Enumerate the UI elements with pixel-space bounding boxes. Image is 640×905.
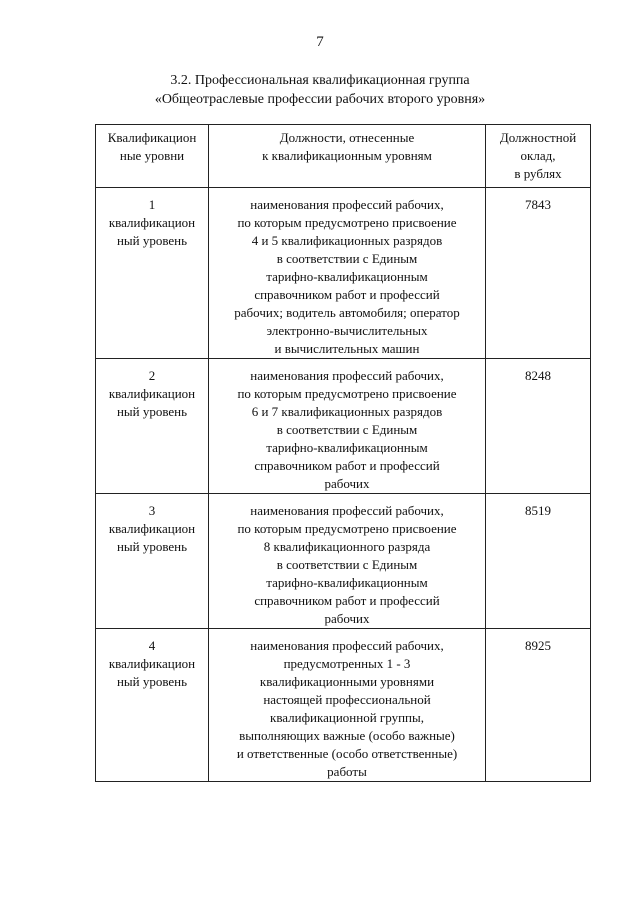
positions-line: рабочих; водитель автомобиля; оператор [234,305,460,320]
table-header-row [96,125,591,188]
positions-line: работы [327,764,367,779]
title-line-2: «Общеотраслевые профессии рабочих второго уровня» [154,92,486,107]
positions-line: рабочих [324,476,370,491]
positions-line: выполняющих важные (особо важные) [239,728,455,743]
level-text: ный уровень [116,233,188,248]
positions-line: в соответствии с Единым [276,557,418,572]
positions-line: справочником работ и профессий [254,458,440,473]
level-text: квалификацион [108,215,196,230]
level-text: квалификацион [108,521,196,536]
positions-line: наименования профессий рабочих, [250,197,444,212]
positions-line: настоящей профессиональной [263,692,431,707]
level-text: ный уровень [116,539,188,554]
positions-line: по которым предусмотрено присвоение [237,521,457,536]
positions-line: и ответственные (особо ответственные) [236,746,458,761]
positions-cell [209,188,486,359]
positions-cell [209,629,486,782]
salary-cell: 8519 [486,494,591,629]
positions-line: 4 и 5 квалификационных разрядов [251,233,443,248]
level-text: квалификацион [108,656,196,671]
positions-line: 8 квалификационного разряда [263,539,431,554]
header-text: Должности, отнесенные [279,130,415,145]
positions-line: тарифно-квалификационным [266,575,428,590]
table-row [96,359,591,494]
header-text: Квалификацион [107,130,197,145]
positions-line: предусмотренных 1 - 3 [283,656,411,671]
salary-cell: 7843 [486,188,591,359]
title-line-1: 3.2. Профессиональная квалификационная группа [170,73,470,88]
positions-line: в соответствии с Единым [276,422,418,437]
header-text: оклад, [520,148,556,163]
positions-line: рабочих [324,611,370,626]
header-text: в рублях [514,166,562,181]
qualification-level-cell [96,494,209,629]
positions-line: тарифно-квалификационным [266,440,428,455]
positions-line: электронно-вычислительных [266,323,428,338]
header-qualification-levels [96,125,209,188]
qualification-table [95,124,591,782]
positions-line: квалификационной группы, [270,710,424,725]
qualification-level-cell [96,188,209,359]
positions-line: наименования профессий рабочих, [250,368,444,383]
positions-line: квалификационными уровнями [259,674,435,689]
table-row [96,629,591,782]
level-text: квалификацион [108,386,196,401]
header-text: ные уровни [119,148,185,163]
level-text: ный уровень [116,404,188,419]
positions-line: справочником работ и профессий [254,287,440,302]
qualification-level-cell [96,359,209,494]
salary-cell: 8925 [486,629,591,782]
header-text: Должностной [499,130,577,145]
header-text: к квалификационным уровням [262,148,432,163]
positions-line: тарифно-квалификационным [266,269,428,284]
level-number: 1 [148,197,156,212]
level-number: 4 [148,638,156,653]
qualification-level-cell [96,629,209,782]
header-salary [486,125,591,188]
positions-line: наименования профессий рабочих, [250,638,444,653]
level-number: 2 [148,368,156,383]
table-row [96,494,591,629]
positions-cell [209,359,486,494]
document-title [0,71,640,109]
level-number: 3 [148,503,156,518]
positions-line: и вычислительных машин [274,341,420,356]
salary-cell: 8248 [486,359,591,494]
positions-line: по которым предусмотрено присвоение [237,215,457,230]
positions-line: по которым предусмотрено присвоение [237,386,457,401]
table-row [96,188,591,359]
positions-line: в соответствии с Единым [276,251,418,266]
positions-line: наименования профессий рабочих, [250,503,444,518]
positions-line: 6 и 7 квалификационных разрядов [251,404,443,419]
page-number: 7 [316,34,324,50]
positions-cell [209,494,486,629]
positions-line: справочником работ и профессий [254,593,440,608]
level-text: ный уровень [116,674,188,689]
header-positions [209,125,486,188]
